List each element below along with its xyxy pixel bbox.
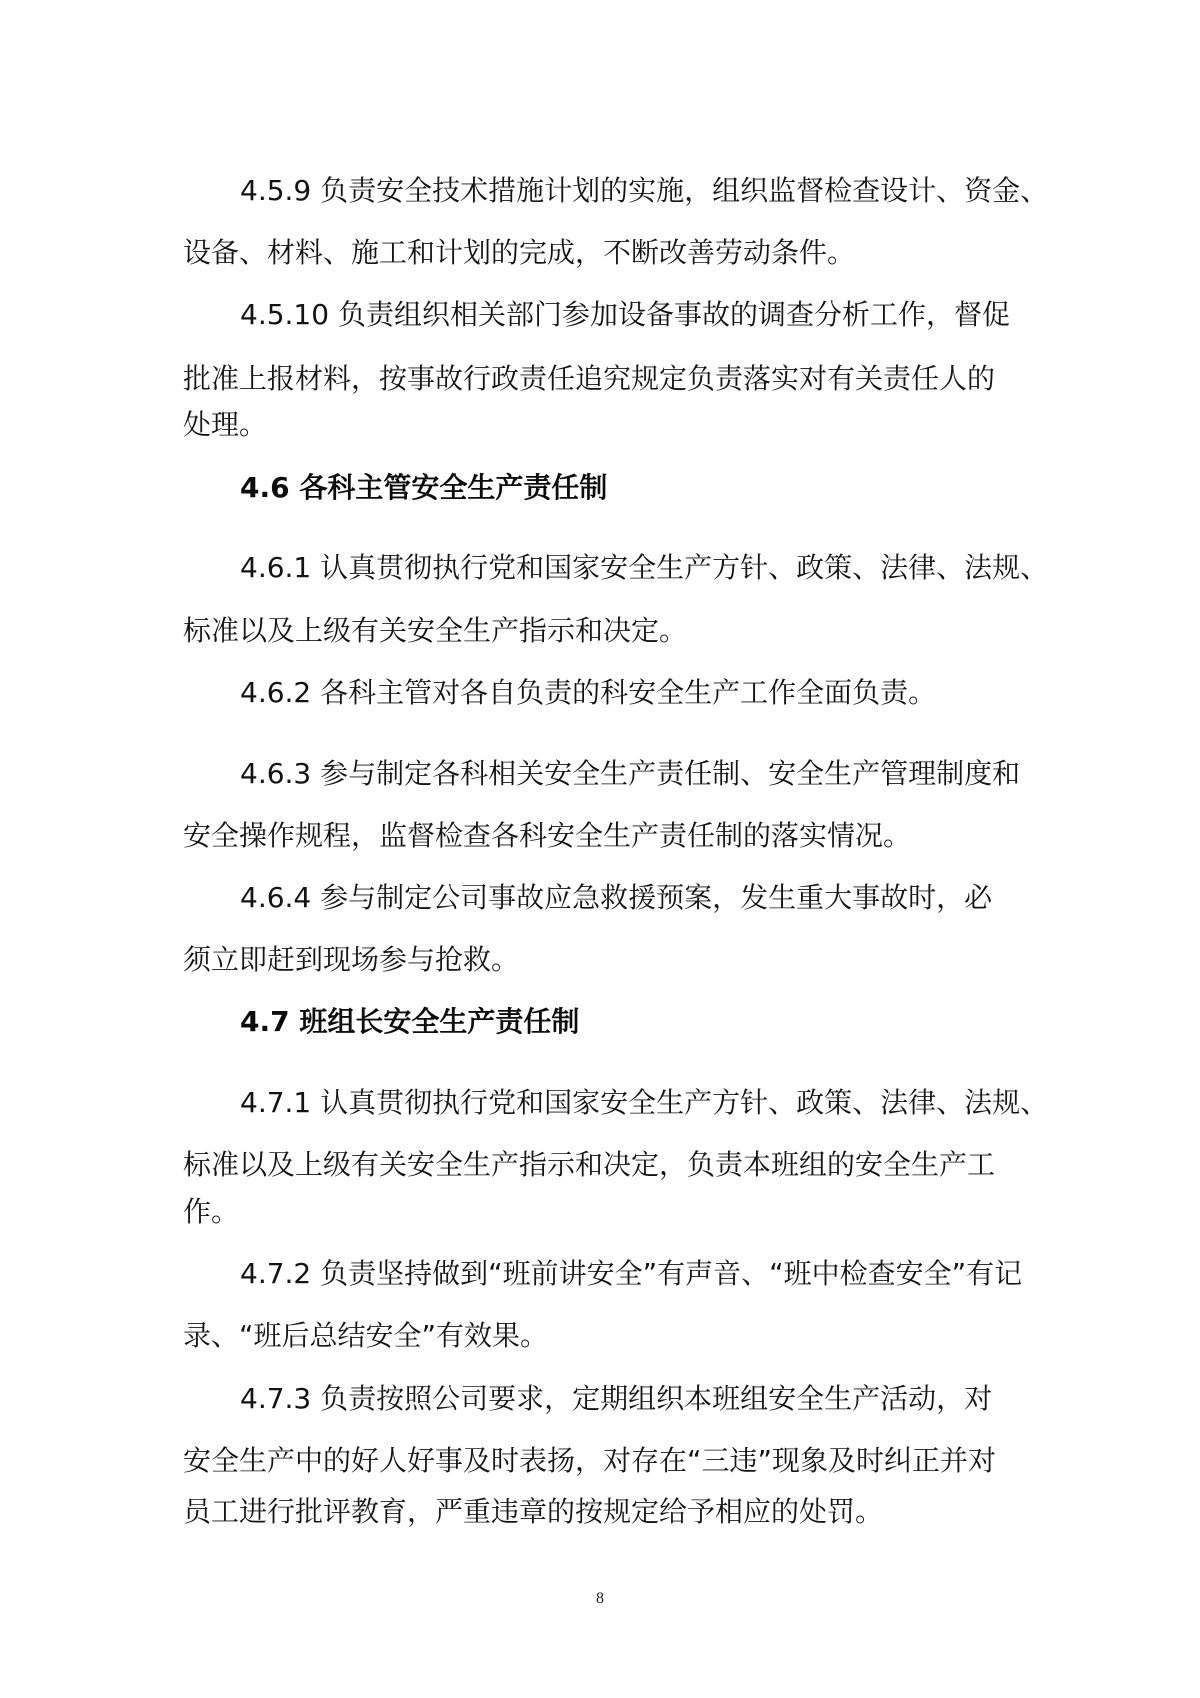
section-heading: 4.6 各科主管安全生产责任制 <box>240 471 608 504</box>
paragraph-line: 4.7.3 负责按照公司要求，定期组织本班组安全生产活动，对 <box>240 1382 993 1415</box>
paragraph-line: 设备、材料、施工和计划的完成，不断改善劳动条件。 <box>183 236 856 269</box>
paragraph-line: 标准以及上级有关安全生产指示和决定。 <box>183 614 688 647</box>
paragraph-line: 录、“班后总结安全”有效果。 <box>183 1319 549 1352</box>
paragraph-line: 安全生产中的好人好事及时表扬，对存在“三违”现象及时纠正并对 <box>183 1444 997 1477</box>
paragraph-line: 4.6.1 认真贯彻执行党和国家安全生产方针、政策、法律、法规、 <box>240 551 1049 584</box>
paragraph-line: 4.6.3 参与制定各科相关安全生产责任制、安全生产管理制度和 <box>240 757 1021 790</box>
paragraph-line: 作。 <box>183 1195 240 1228</box>
paragraph-line: 处理。 <box>183 408 268 441</box>
paragraph-line: 须立即赶到现场参与抢救。 <box>183 943 520 976</box>
paragraph-line: 4.7.2 负责坚持做到“班前讲安全”有声音、“班中检查安全”有记 <box>240 1257 1023 1290</box>
section-heading: 4.7 班组长安全生产责任制 <box>240 1005 580 1038</box>
paragraph-line: 安全操作规程，监督检查各科安全生产责任制的落实情况。 <box>183 819 912 852</box>
paragraph-line: 4.5.10 负责组织相关部门参加设备事故的调查分析工作，督促 <box>240 298 1010 331</box>
paragraph-line: 标准以及上级有关安全生产指示和决定，负责本班组的安全生产工 <box>183 1148 996 1181</box>
paragraph-line: 4.6.4 参与制定公司事故应急救援预案，发生重大事故时，必 <box>240 881 993 914</box>
paragraph-line: 员工进行批评教育，严重违章的按规定给予相应的处罚。 <box>183 1495 884 1528</box>
page-number: 8 <box>596 1590 604 1607</box>
paragraph-line: 4.6.2 各科主管对各自负责的科安全生产工作全面负责。 <box>240 676 937 709</box>
paragraph-line: 4.5.9 负责安全技术措施计划的实施，组织监督检查设计、资金、 <box>240 174 1049 207</box>
paragraph-line: 批准上报材料，按事故行政责任追究规定负责落实对有关责任人的 <box>183 362 996 395</box>
paragraph-line: 4.7.1 认真贯彻执行党和国家安全生产方针、政策、法律、法规、 <box>240 1086 1049 1119</box>
